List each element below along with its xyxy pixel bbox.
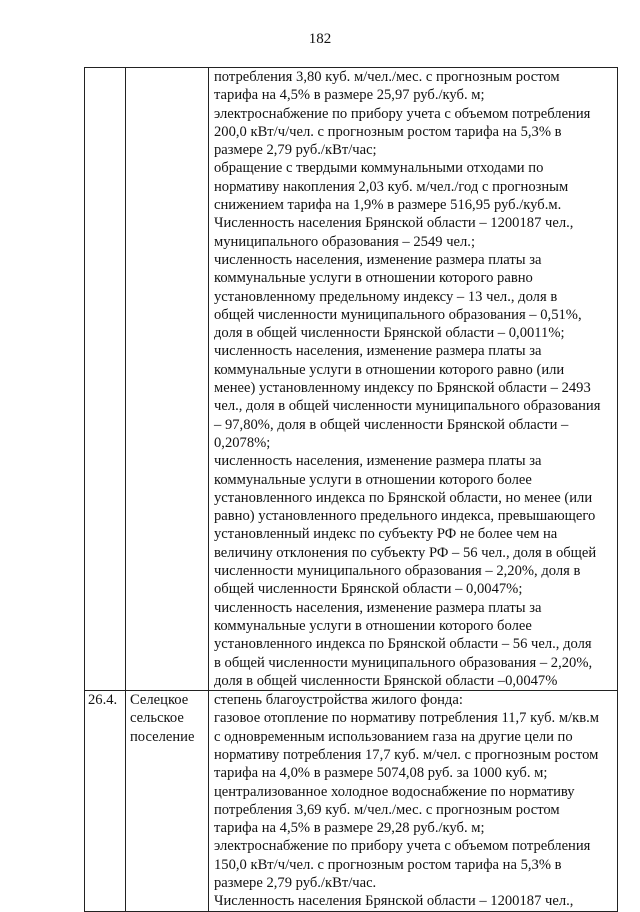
- text-line: размере 2,79 руб./кВт/час;: [214, 142, 377, 159]
- text-line: 150,0 кВт/ч/чел. с прогнозным ростом тарифа на 5,3% в: [214, 856, 562, 873]
- text-line: коммунальные услуги в отношении которого более: [214, 471, 532, 488]
- text-line: коммунальные услуги в отношении которого равно: [214, 270, 533, 287]
- text-line: снижением тарифа на 1,9% в размере 516,95 руб./куб.м.: [214, 197, 562, 214]
- text-line: коммунальные услуги в отношении которого равно (или: [214, 361, 565, 378]
- text-line: численность населения, изменение размера платы за: [214, 251, 542, 268]
- name-line: поселение: [130, 728, 195, 745]
- text-line: с одновременным использованием газа на другие цели по: [214, 728, 573, 745]
- name-line: сельское: [130, 710, 184, 727]
- text-line: установленного индекса по Брянской области – 56 чел., доля: [214, 636, 592, 653]
- document-table: [84, 67, 618, 912]
- text-line: установленному предельному индексу – 13 чел., доля в: [214, 288, 558, 305]
- text-line: доля в общей численности Брянской области – 0,0011%;: [214, 325, 565, 342]
- text-line: размере 2,79 руб./кВт/час.: [214, 875, 377, 892]
- text-line: тарифа на 4,0% в размере 5074,08 руб. за 1000 куб. м;: [214, 765, 548, 782]
- text-line: чел., доля в общей численности муниципального образования: [214, 398, 601, 415]
- table-row: [85, 68, 618, 691]
- text-line: тарифа на 4,5% в размере 29,28 руб./куб. м;: [214, 820, 485, 837]
- text-line: коммунальные услуги в отношении которого более: [214, 617, 532, 634]
- text-line: тарифа на 4,5% в размере 25,97 руб./куб. м;: [214, 87, 485, 104]
- name-line: Селецкое: [130, 692, 189, 709]
- text-line: – 97,80%, доля в общей численности Брянской области –: [214, 416, 569, 433]
- row-number-cell: 26.4.: [85, 691, 126, 912]
- text-line: равно) установленного предельного индекса, превышающего: [214, 508, 596, 525]
- text-line: Численность населения Брянской области – 1200187 чел.,: [214, 215, 574, 232]
- row-number-cell: [85, 68, 126, 691]
- text-line: численность населения, изменение размера платы за: [214, 599, 542, 616]
- text-line: нормативу потребления 17,7 куб. м/чел. с прогнозным ростом: [214, 746, 599, 763]
- description-cell: [209, 691, 618, 912]
- text-line: в общей численности муниципального образования – 2,20%,: [214, 654, 593, 671]
- text-line: численность населения, изменение размера платы за: [214, 343, 542, 360]
- municipality-name-cell: [126, 691, 209, 912]
- text-line: электроснабжение по прибору учета с объемом потребления: [214, 105, 591, 122]
- text-line: Численность населения Брянской области – 1200187 чел.,: [214, 893, 574, 910]
- text-line: газовое отопление по нормативу потребления 11,7 куб. м/кв.м: [214, 710, 599, 727]
- text-line: электроснабжение по прибору учета с объемом потребления: [214, 838, 591, 855]
- text-line: 0,2078%;: [214, 434, 271, 451]
- text-line: 200,0 кВт/ч/чел. с прогнозным ростом тарифа на 5,3% в: [214, 123, 562, 140]
- text-line: обращение с твердыми коммунальными отходами по: [214, 160, 544, 177]
- municipality-name-cell: [126, 68, 209, 691]
- text-line: муниципального образования – 2549 чел.;: [214, 233, 476, 250]
- text-line: величину отклонения по субъекту РФ – 56 чел., доля в общей: [214, 544, 597, 561]
- text-line: численности муниципального образования – 2,20%, доля в: [214, 563, 581, 580]
- table-row: [85, 691, 618, 912]
- text-line: степень благоустройства жилого фонда:: [214, 692, 463, 709]
- text-line: численность населения, изменение размера платы за: [214, 453, 542, 470]
- description-cell: [209, 68, 618, 691]
- text-line: установленного индекса по Брянской области, но менее (или: [214, 489, 593, 506]
- text-line: доля в общей численности Брянской области –0,0047%: [214, 672, 558, 689]
- text-line: потребления 3,80 куб. м/чел./мес. с прогнозным ростом: [214, 69, 560, 85]
- page-number: 182: [308, 31, 332, 47]
- text-line: централизованное холодное водоснабжение по нормативу: [214, 783, 575, 800]
- text-line: общей численности муниципального образования – 0,51%,: [214, 306, 582, 323]
- text-line: нормативу накопления 2,03 куб. м/чел./год с прогнозным: [214, 178, 569, 195]
- text-line: общей численности Брянской области – 0,0047%;: [214, 581, 523, 598]
- text-line: менее) установленному индексу по Брянской области – 2493: [214, 380, 591, 397]
- text-line: потребления 3,69 куб. м/чел./мес. с прогнозным ростом: [214, 801, 560, 818]
- text-line: установленный индекс по субъекту РФ не более чем на: [214, 526, 558, 543]
